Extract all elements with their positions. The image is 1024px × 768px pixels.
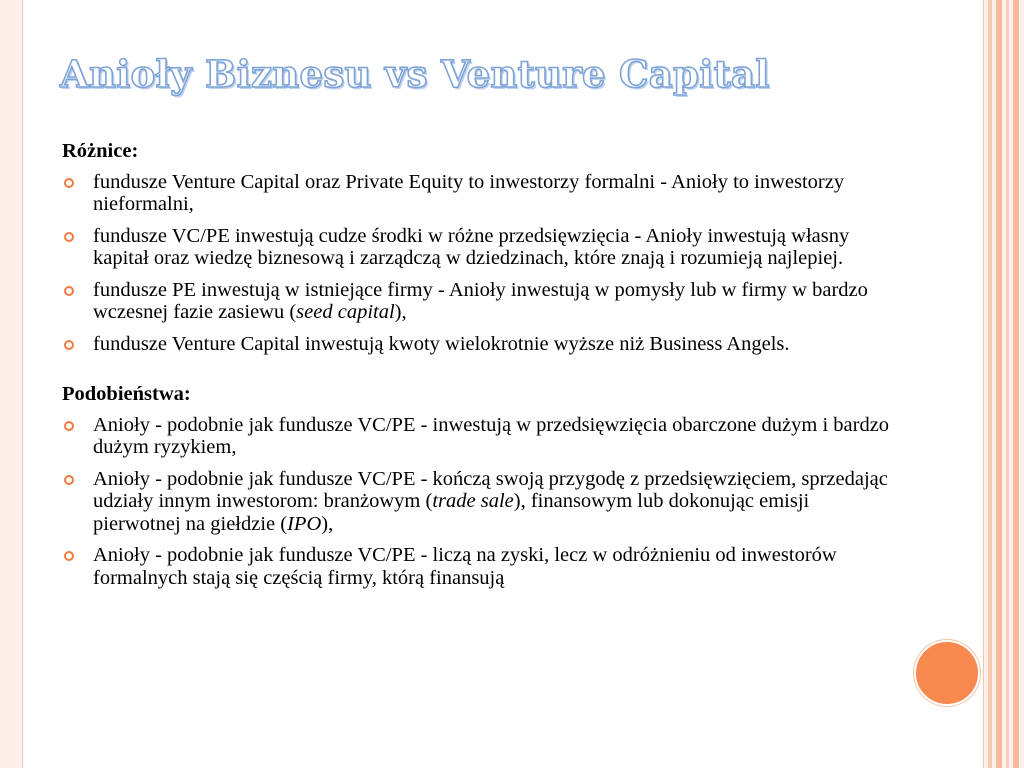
list-item [62,225,892,270]
bullet-ring-icon [64,475,74,485]
list-item-text: ), finansowym lub dokonując emisji pierwotnej na giełdzie ( [93,490,810,535]
list-item-text: fundusze VC/PE inwestują cudze środki w różne przedsięwzięcia - Anioły inwestują własny kapitał oraz wiedzę biznesową i zarządczą w dziedzinach, które znają i rozumieją najlepiej. [93,224,850,269]
differences-list [62,171,892,356]
differences-heading: Różnice: [62,140,139,162]
list-item-emphasis: IPO [287,512,322,535]
list-item [62,333,892,356]
bullet-ring-icon [64,286,74,296]
list-item-emphasis: seed capital [296,301,395,323]
list-item-text: ), [394,301,407,323]
bullet-ring-icon [64,178,74,188]
decorative-stripe [988,0,992,768]
similarities-heading: Podobieństwa: [62,383,191,405]
list-item-text: fundusze Venture Capital oraz Private Equity to inwestorzy formalni - Anioły to inwestorzy nieformalni, [93,170,845,215]
list-item-text: fundusze PE inwestują w istniejące firmy - Anioły inwestują w pomysły lub w firmy w bardzo wczesnej fazie zasiewu ( [93,278,868,323]
list-item-emphasis: trade sale [432,490,514,512]
list-item [62,279,892,324]
list-item-text: fundusze Venture Capital inwestują kwoty wielokrotnie wyższe niż Business Angels. [93,332,790,355]
bullet-ring-icon [64,551,74,561]
list-item-text: Anioły - podobnie jak fundusze VC/PE - kończą swoją przygodę z przedsięwzięciem, sprzedając udziały innym inwestorom: branżowym ( [93,467,888,512]
bullet-ring-icon [64,340,74,350]
list-item [62,171,892,216]
list-item-text: ), [321,512,334,535]
decorative-stripe [1006,0,1009,768]
similarities-list [62,414,892,590]
list-item [62,414,892,459]
list-item-text: Anioły - podobnie jak fundusze VC/PE - inwestują w przedsięwzięcia obarczone dużym i bardzo dużym ryzykiem, [93,413,890,458]
decorative-stripe [1013,0,1019,768]
bullet-ring-icon [64,421,74,431]
list-item-text: Anioły - podobnie jak fundusze VC/PE - liczą na zyski, lecz w odróżnieniu od inwestorów formalnych stają się częścią firmy, którą finansują [93,544,837,589]
decorative-stripe [996,0,1002,768]
slide-title: Anioły Biznesu vs Venture Capital [60,52,770,96]
slide-content [62,140,892,598]
bullet-ring-icon [64,232,74,242]
list-item [62,468,892,536]
decorative-circle [914,640,980,706]
list-item [62,544,892,589]
